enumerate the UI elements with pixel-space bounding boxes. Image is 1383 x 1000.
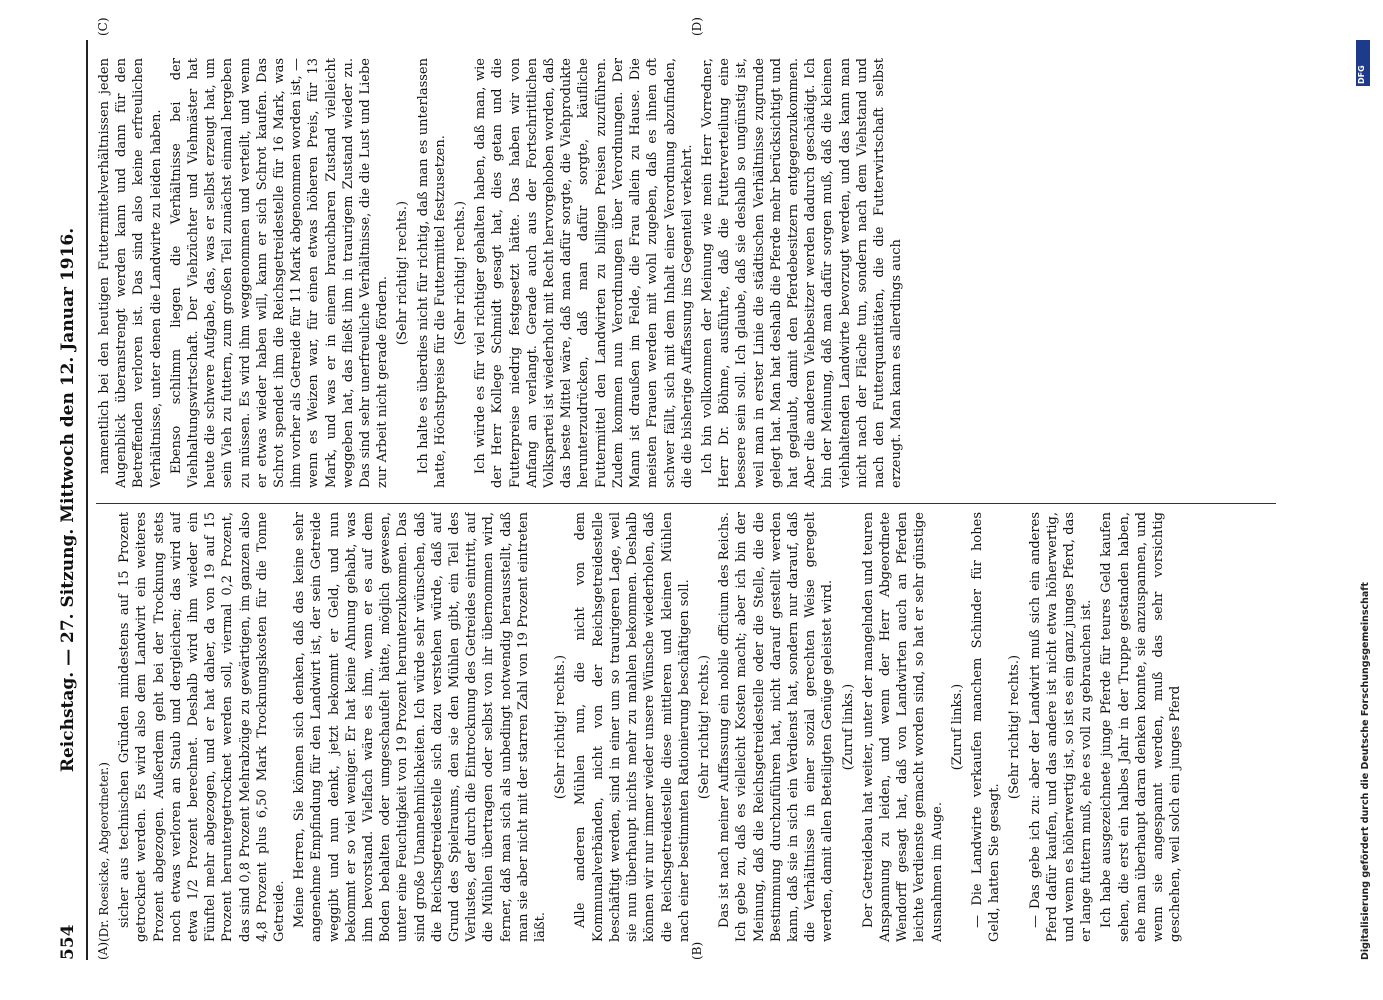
paragraph: Ich habe ausgezeichnete junge Pferde für teures Geld kaufen sehen, die erst ein halbes Jahr in der Truppe gestanden haben, ehe man überhaupt daran denken konnte, sie anzuspannen, und wenn sie angespannt werden, muß das sehr vorsichtig geschehen, weil solch ein junges Pferd: [1099, 512, 1184, 942]
paragraph: Ich würde es für viel richtiger gehalten haben, daß man, wie der Herr Kollege Schmidt gesagt hat, dies getan und die Futterpreise niedrig festgesetzt hätte. Das haben wir von Anfang an verlangt. Gerade auch aus der Fortschrittlichen Volkspartei ist wiederholt mit Recht hervorgehoben worden, daß das beste Mittel wäre, daß man dafür sorgte, die Viehprodukte herunterzudrücken, daß man dafür sorgte, käufliche Futtermittel den Landwirten zu billigen Preisen zuzuführen. Zudem kommen nun Verordnungen über Verordnungen. Der Mann ist draußen im Felde, die Frau allein zu Hause. Die meisten Frauen werden mit wohl zugeben, daß es ihnen oft schwer fällt, sich mit dem Inhalt einer Verordnung abzufinden, die die bisherige Auffassung ins Gegenteil verkehrt.: [473, 58, 695, 488]
paragraph: Meine Herren, Sie können sich denken, daß das keine sehr angenehme Empfindung für den Landwirt ist, der sein Getreide weggibt und nun denkt, jetzt bekommt er Geld, und nun bekommt er so viel weniger. Er hat keine Ahnung gehabt, was ihm bevorstand. Vielfach wäre es ihm, wenn er es auf dem Boden behalten oder umgeschaufelt hätte, möglich gewesen, unter eine Feuchtigkeit von 19 Prozent herunterzukommen. Das sind große Unannehmlichkeiten. Ich würde sehr wünschen, daß die Reichsgetreidestelle sich dazu verstehen würde, daß auf Grund des Spielraums, den sie den Mühlen gibt, ein Teil des Verlustes, der durch die Eintrocknung des Getreides eintritt, auf die Mühlen übertragen oder selbst von ihr übernommen wird, ferner, daß man sich als unbedingt notwendig herausstellt, daß man sie aber nicht mit der starren Zahl von 19 Prozent eintreten läßt.: [292, 512, 549, 942]
paragraph: Ich halte es überdies nicht für richtig, daß man es unterlassen hatte, Höchstpreise für die Futtermittel festzusetzen.: [415, 58, 448, 488]
speaker-note: (Dr. Roesicke, Abgeordneter.): [97, 762, 111, 942]
dfg-logo: DFG: [1356, 40, 1370, 86]
paragraph: Der Getreidebau hat weiter, unter der mangelnden und teuren Anspannung zu leiden, und wenn der Herr Abgeordnete Wendorff gesagt hat, daß von Landwirten auch an Pferden leichte Verdienste gemacht worden sind, so hat er sehr günstige Ausnahmen im Auge.: [860, 512, 945, 942]
credit-text: Digitalisierung gefördert durch die Deutsche Forschungsgemeinschaft: [1360, 582, 1371, 960]
interjection: (Sehr richtig! rechts.): [553, 654, 569, 800]
paragraph: Ich bin vollkommen der Meinung wie mein Herr Vorredner, Herr Dr. Böhme, ausführte, daß die Futterverteilung eine bessere sein soll. Ich glaube, daß sie deshalb so ungünstig ist, weil man in erster Linie die städtischen Verhältnisse zugrunde gelegt hat. Man hat deshalb die Pferde mehr berücksichtigt und hat geglaubt, damit den Pferdebesitzern entgegenzukommen. Aber die anderen Viehbesitzer werden dadurch geschädigt. Ich bin der Meinung, daß man dafür sorgen muß, daß die kleinen viehhaltenden Landwirte bevorzugt werden, und das kann man nicht nach der Fläche tun, sondern nach dem Viehstand und nach den Futterquantitäten, die die Futterwirtschaft selbst erzeugt. Man kann es allerdings auch: [699, 58, 905, 488]
interjection: (Sehr richtig! rechts.): [395, 200, 411, 346]
page-number: 554: [58, 924, 78, 960]
margin-mark-d: (D): [690, 17, 704, 36]
digitization-credit: [1342, 40, 1382, 960]
interjection: (Zuruf links.): [949, 683, 965, 771]
paragraph: namentlich bei den heutigen Futtermittelverhältnissen jeden Augenblick überanstrengt werden kann und dann für den Betreffenden verloren ist. Das sind also keine erfreulichen Verhältnisse, unter denen die Landwirte zu leiden haben.: [97, 58, 164, 488]
paragraph: Ebenso schlimm liegen die Verhältnisse bei der Viehhaltungswirtschaft. Der Viehzüchter und Viehmäster hat heute die schwere Aufgabe, das, was er selbst erzeugt hat, um sein Vieh zu futtern, zum großen Teil zunächst einmal hergeben zu müssen. Es wird ihm weggenommen und verteilt, und wenn er etwas wieder haben will, kann er sich Schrot kaufen. Das Schrot spendet ihm die Reichsgetreidestelle für 16 Mark, was ihm vorher als Getreide für 11 Mark abgenommen worden ist, — wenn es Weizen war, für einen etwas höheren Preis, für 13 Mark, und was er in einem brauchbaren Zustand vielleicht weggeben hat, das fließt ihm in traurigem Zustand wieder zu. Das sind sehr unerfreuliche Verhältnisse, die die Lust und Liebe zur Arbeit nicht gerade fördern.: [168, 58, 391, 488]
interjection: (Sehr richtig! rechts.): [1007, 654, 1023, 800]
paragraph: Alle anderen Mühlen nun, die nicht von dem Kommunalverbänden, nicht von der Reichsgetreidestelle beschäftigt werden, sind in einer um so traurigeren Lage, weil sie nun überhaupt nichts mehr zu mahlen bekommen. Deshalb können wir nur immer wieder unsere Wünsche wiederholen, daß die Reichsgetreidestelle diese mittleren und kleinen Mühlen nach einer bestimmten Rationierung beschäftigen soll.: [573, 512, 692, 942]
margin-mark-b: (B): [690, 941, 704, 960]
column-divider: [96, 503, 1276, 504]
page-title: Reichstag. — 27. Sitzung. Mittwoch den 12. Januar 1916.: [58, 227, 78, 773]
paragraph: Das ist nach meiner Auffassung ein nobile officium des Reichs. Ich gebe zu, daß es vielleicht Kosten macht; aber ich bin der Meinung, daß die Reichsgetreidestelle oder die Stelle, die die Bestimmung durchzuführen hat, nicht darauf gestellt werden kann, daß sie in sich ein Verdienst hat, sondern nur darauf, daß die Verhältnisse in einer sozial gerechten Weise geregelt werden, damit allen Beteiligten Genüge geleistet wird.: [717, 512, 836, 942]
margin-mark-a: (A): [96, 941, 110, 960]
page-header: [58, 40, 82, 960]
header-rule: [86, 40, 88, 960]
paragraph: — Das gebe ich zu: aber der Landwirt muß sich ein anderes Pferd dafür kaufen, und das andere ist nicht etwa höherwertig, und wenn es höherwertig ist, so ist es ein ganz junges Pferd, das er lange futtern muß, ehe es voll zu gebrauchen ist.: [1027, 512, 1095, 942]
interjection: (Sehr richtig! rechts.): [453, 200, 469, 346]
interjection: (Zuruf links.): [840, 683, 856, 771]
interjection: (Sehr richtig! rechts.): [696, 654, 712, 800]
paragraph: — Die Landwirte verkaufen manchem Schinder für hohes Geld, hatten Sie gesagt.: [969, 512, 1003, 942]
right-column: [96, 58, 1276, 488]
paragraph: sicher aus technischen Gründen mindestens auf 15 Prozent getrocknet werden. Es wird also dem Landwirt ein weiteres Prozent abgezogen. Außerdem geht bei der Trocknung stets noch etwas verloren an Staub und dergleichen; das wird auf etwa 1/2 Prozent berechnet. Deshalb wird ihm wieder ein Fünftel mehr abgezogen, und er hat daher, da von 19 auf 15 Prozent heruntergetrocknet werden soll, viermal 0,2 Prozent, das sind 0,8 Prozent Mehrabzüge zu gewärtigen, im ganzen also 4,8 Prozent plus 6,50 Mark Trocknungskosten für die Tonne Getreide.: [117, 512, 288, 942]
left-column: [96, 512, 1276, 942]
margin-mark-c: (C): [96, 17, 110, 36]
